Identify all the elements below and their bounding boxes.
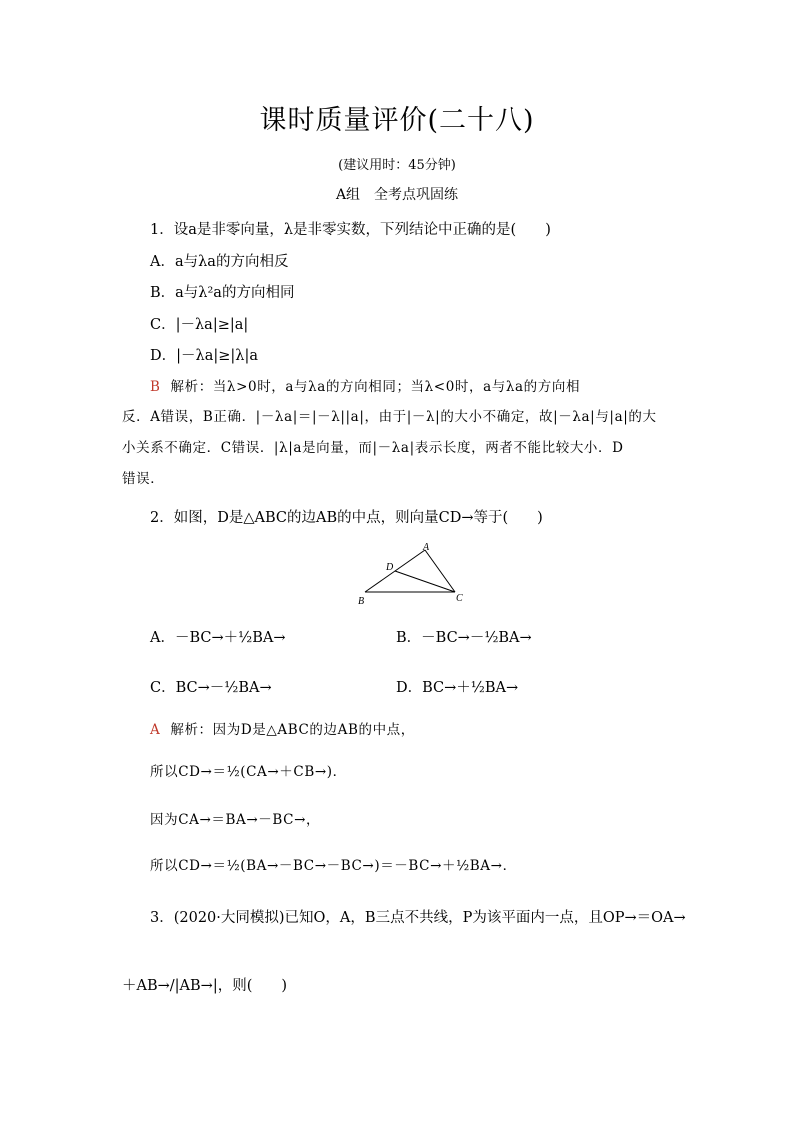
q1-analysis-line-1	[150, 375, 580, 395]
vertex-a-label: A	[423, 542, 430, 553]
q1-option-a: A．a与λa的方向相反	[150, 254, 289, 270]
q2-analysis-text: 解析：因为D是△ABC的边AB的中点，	[170, 722, 415, 738]
side-ac	[425, 550, 455, 592]
q2-analysis-line-3: 因为CA→＝BA→－BC→，	[150, 812, 321, 828]
vertex-c-label: C	[456, 593, 463, 604]
q2-option-a: A．－BC→＋½BA→	[150, 630, 286, 646]
group-heading: A组 全考点巩固练	[335, 187, 459, 203]
q3-stem-line-1: 3．(2020·大同模拟)已知O，A，B三点不共线，P为该平面内一点，且OP→＝OA→	[150, 910, 686, 926]
q1-option-d: D．|－λa|≥|λ|a	[150, 348, 258, 364]
q2-option-c: C．BC→－½BA→	[150, 680, 272, 696]
q2-option-d: D．BC→＋½BA→	[396, 680, 519, 696]
q1-option-b: B．a与λ²a的方向相同	[150, 285, 295, 301]
q2-option-b: B．－BC→－½BA→	[396, 630, 532, 646]
q2-analysis-line-1	[150, 718, 415, 738]
vertex-d-label: D	[386, 562, 394, 573]
segment-cd	[395, 571, 455, 592]
q3-stem-line-2: ＋AB→/|AB→|，则( )	[122, 978, 288, 994]
q1-answer-letter: B	[150, 379, 161, 395]
q1-analysis-text: 解析：当λ>0时，a与λa的方向相同；当λ<0时，a与λa的方向相	[170, 379, 581, 395]
suggested-time: (建议用时：45分钟)	[338, 158, 456, 173]
q2-analysis-line-2: 所以CD→＝½(CA→＋CB→)．	[150, 764, 347, 780]
q1-analysis-line-3: 小关系不确定．C错误．|λ|a是向量，而|－λa|表示长度，两者不能比较大小．D	[122, 440, 624, 456]
vertex-b-label: B	[358, 596, 365, 607]
q1-option-c: C．|－λa|≥|a|	[150, 317, 249, 333]
triangle-figure	[355, 540, 475, 610]
page-title: 课时质量评价(二十八)	[259, 105, 535, 136]
q2-analysis-line-4: 所以CD→＝½(BA→－BC→－BC→)＝－BC→＋½BA→．	[150, 858, 517, 874]
q1-analysis-line-2: 反．A错误，B正确．|－λa|＝|－λ||a|，由于|－λ|的大小不确定，故|－λa|与|a|的大	[122, 409, 657, 425]
q2-answer-letter: A	[150, 722, 161, 738]
q1-analysis-line-4: 错误．	[122, 471, 165, 487]
q1-stem: 1．设a是非零向量，λ是非零实数，下列结论中正确的是( )	[150, 222, 551, 238]
q2-stem: 2．如图，D是△ABC的边AB的中点，则向量CD→等于( )	[150, 510, 543, 526]
